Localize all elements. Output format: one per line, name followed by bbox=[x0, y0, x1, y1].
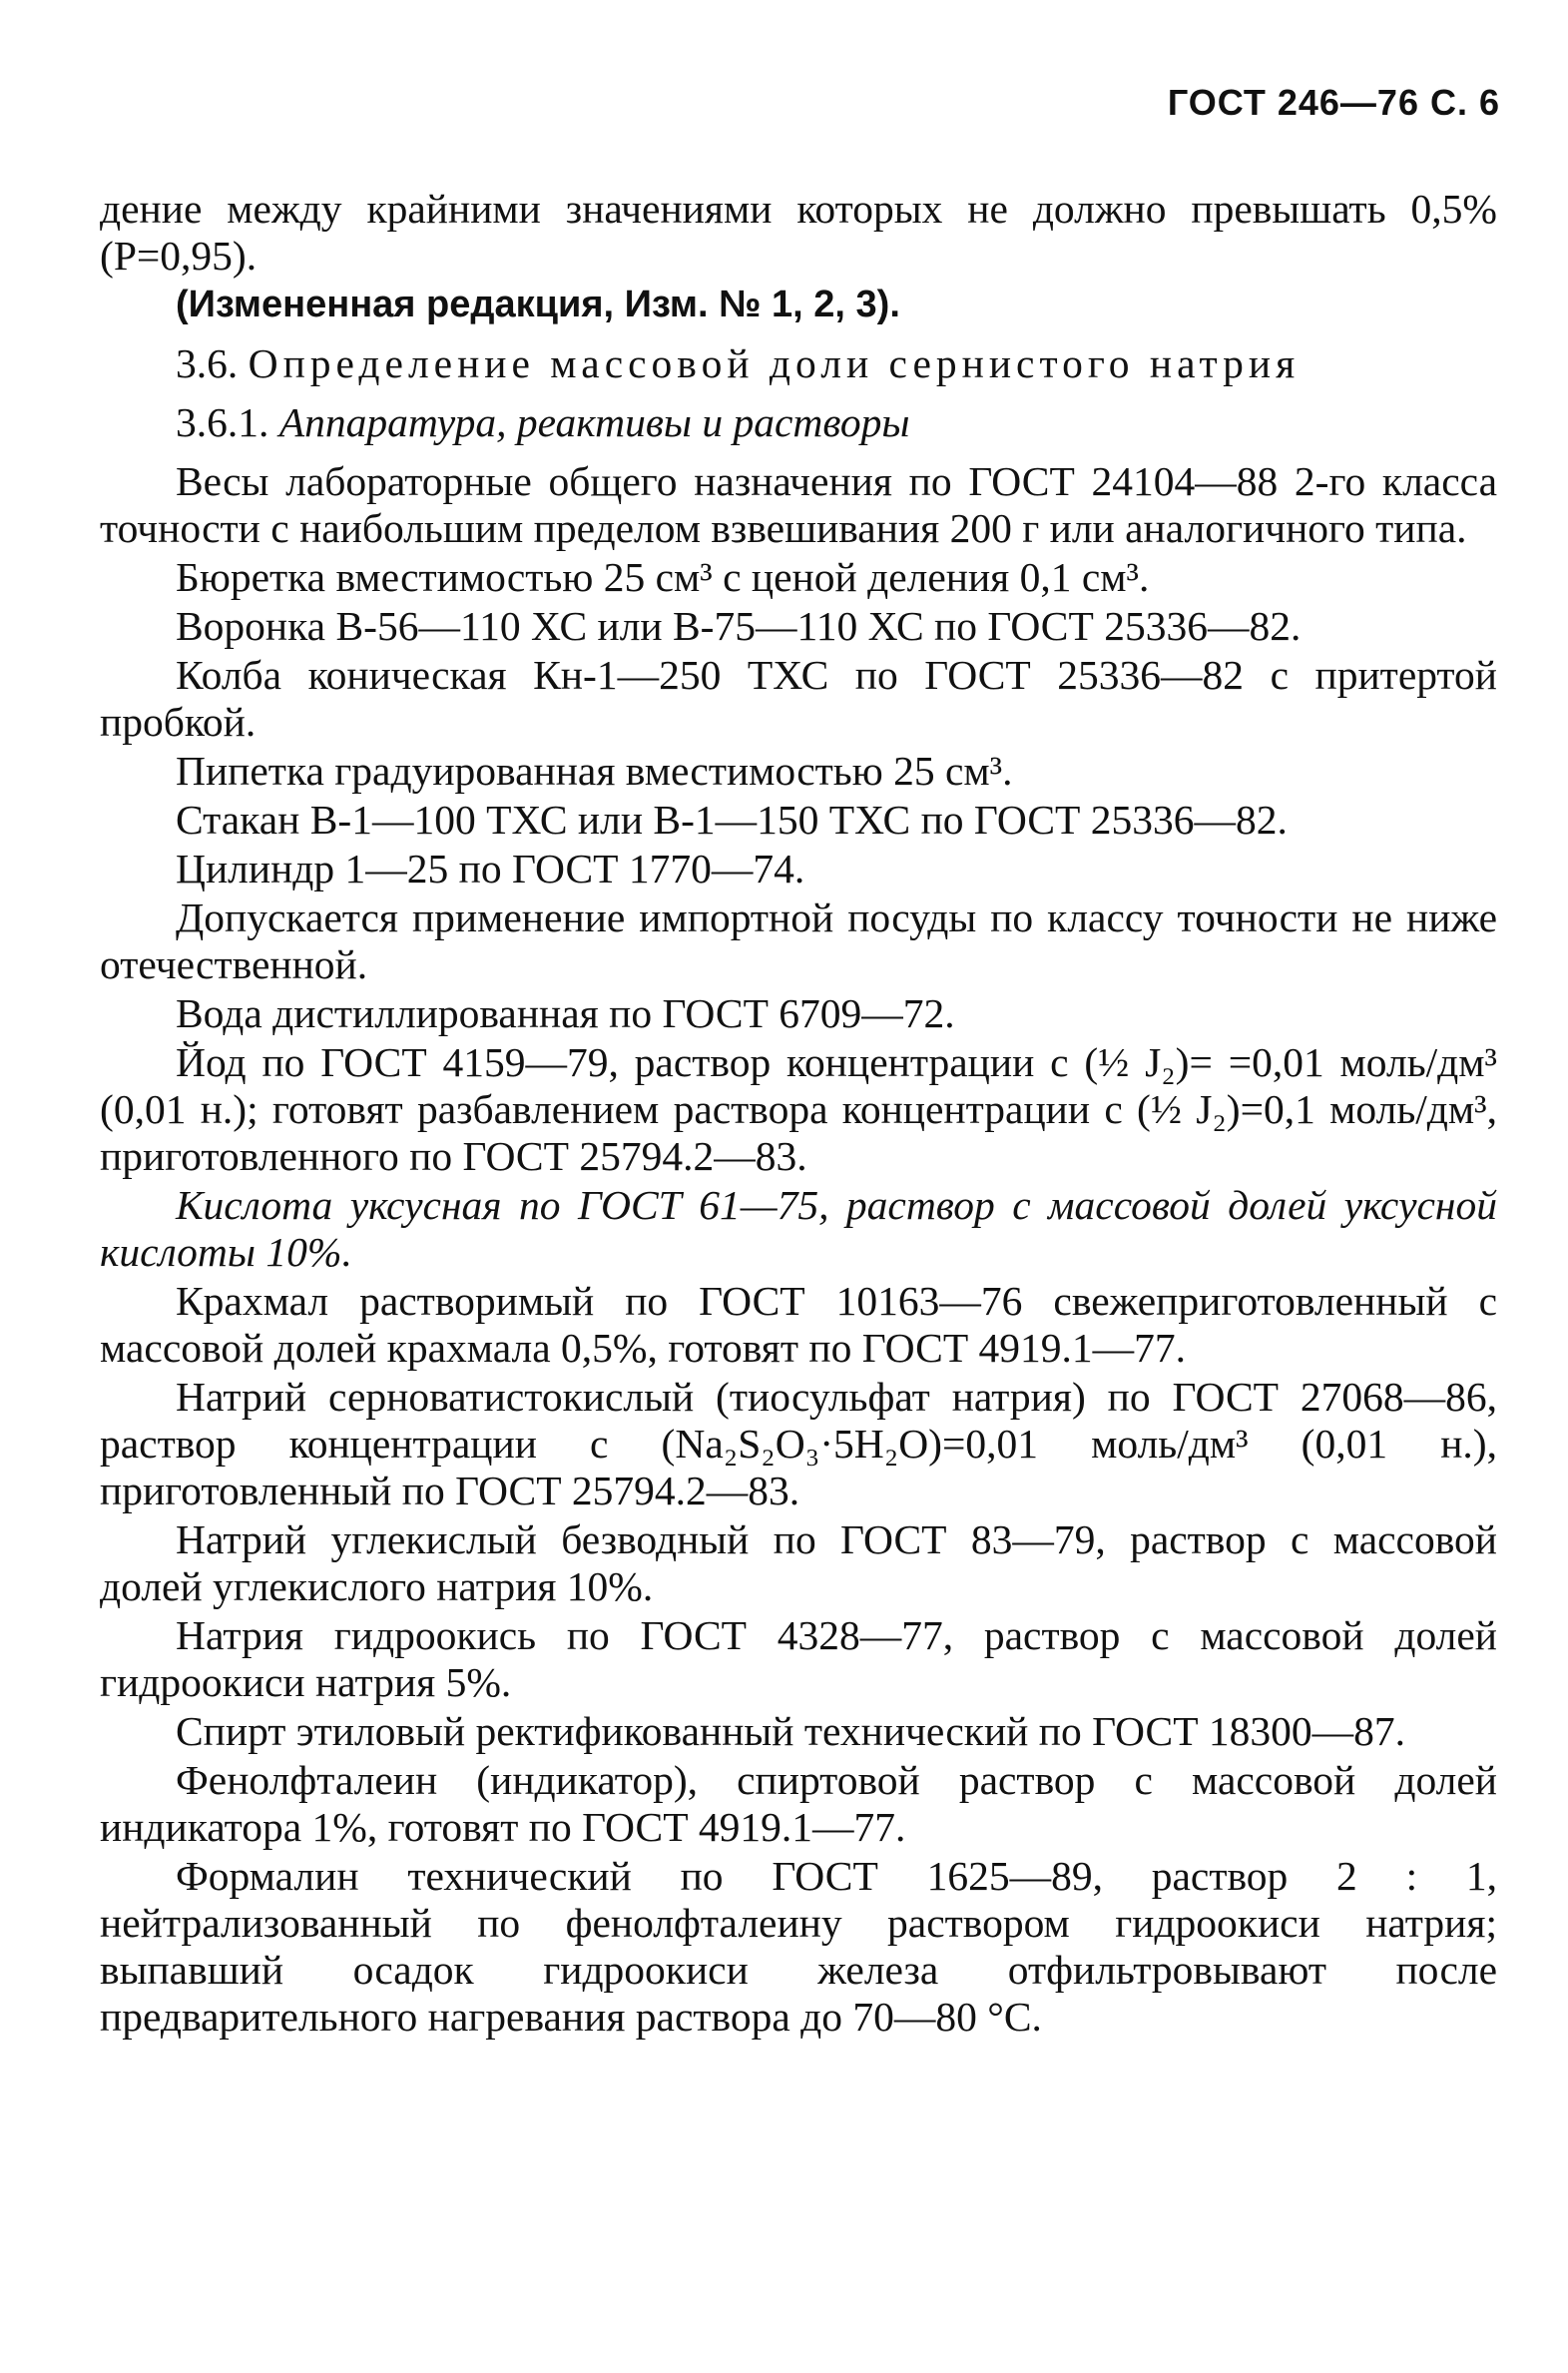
document-body bbox=[100, 186, 1497, 2041]
list-item: Йод по ГОСТ 4159—79, раствор концентрации c (½ J₂)= =0,01 моль/дм³ (0,01 н.); готовят разбавлением раствора концентрации c (½ J₂)=0,1 моль/дм³, приготовленного по ГОСТ 25794.2—83. bbox=[100, 1039, 1497, 1179]
list-item: Спирт этиловый ректификованный технический по ГОСТ 18300—87. bbox=[176, 1708, 1406, 1754]
list-item: Пипетка градуированная вместимостью 25 см³. bbox=[176, 748, 1013, 794]
list-item: Вода дистиллированная по ГОСТ 6709—72. bbox=[176, 990, 955, 1036]
list-item: Крахмал растворимый по ГОСТ 10163—76 свежеприготовленный с массовой долей крахмала 0,5%, готовят по ГОСТ 4919.1—77. bbox=[100, 1278, 1497, 1371]
items-list bbox=[100, 458, 1497, 2041]
section-heading bbox=[100, 340, 1497, 387]
list-item: Воронка В-56—110 ХС или В-75—110 ХС по ГОСТ 25336—82. bbox=[176, 603, 1302, 649]
list-item: Колба коническая Кн-1—250 ТХС по ГОСТ 25336—82 с притертой пробкой. bbox=[100, 652, 1497, 745]
section-number: 3.6. bbox=[176, 340, 239, 386]
subsection-title: Аппаратура, реактивы и растворы bbox=[278, 399, 910, 445]
edition-note bbox=[100, 280, 1497, 328]
list-item: Натрия гидроокись по ГОСТ 4328—77, раствор с массовой долей гидроокиси натрия 5%. bbox=[100, 1612, 1497, 1705]
list-item: Натрий серноватистокислый (тиосульфат натрия) по ГОСТ 27068—86, раствор концентрации c (Na₂S₂O₃·5H₂O)=0,01 моль/дм³ (0,01 н.), приготовленный по ГОСТ 25794.2—83. bbox=[100, 1374, 1497, 1513]
list-item: Цилиндр 1—25 по ГОСТ 1770—74. bbox=[176, 846, 805, 891]
subsection-number: 3.6.1. bbox=[176, 399, 269, 445]
edition-note-text: (Измененная редакция, Изм. № 1, 2, 3). bbox=[176, 284, 900, 325]
subsection-heading bbox=[100, 399, 1497, 446]
list-item: Стакан В-1—100 ТХС или В-1—150 ТХС по ГОСТ 25336—82. bbox=[176, 797, 1288, 843]
list-item: Натрий углекислый безводный по ГОСТ 83—79, раствор с массовой долей углекислого натрия 10%. bbox=[100, 1516, 1497, 1609]
list-item: Кислота уксусная по ГОСТ 61—75, раствор с массовой долей уксусной кислоты 10%. bbox=[100, 1182, 1497, 1275]
list-item: Допускается применение импортной посуды по классу точности не ниже отечественной. bbox=[100, 894, 1497, 987]
section-title: Определение массовой доли сернистого натрия bbox=[248, 340, 1301, 386]
list-item: Фенолфталеин (индикатор), спиртовой раствор с массовой долей индикатора 1%, готовят по ГОСТ 4919.1—77. bbox=[100, 1757, 1497, 1850]
page-header: ГОСТ 246—76 С. 6 bbox=[1167, 82, 1500, 123]
list-item: Формалин технический по ГОСТ 1625—89, раствор 2 : 1, нейтрализованный по фенолфталеину раствором гидроокиси натрия; выпавший осадок гидроокиси железа отфильтровывают после предварительного нагревания раствора до 70—80 °С. bbox=[100, 1853, 1497, 2040]
list-item: Бюретка вместимостью 25 см³ с ценой деления 0,1 см³. bbox=[176, 554, 1150, 600]
intro-paragraph: дение между крайними значениями которых не должно превышать 0,5% (P=0,95). bbox=[100, 186, 1497, 279]
list-item: Весы лабораторные общего назначения по ГОСТ 24104—88 2-го класса точности с наибольшим пределом взвешивания 200 г или аналогичного типа. bbox=[100, 458, 1497, 551]
